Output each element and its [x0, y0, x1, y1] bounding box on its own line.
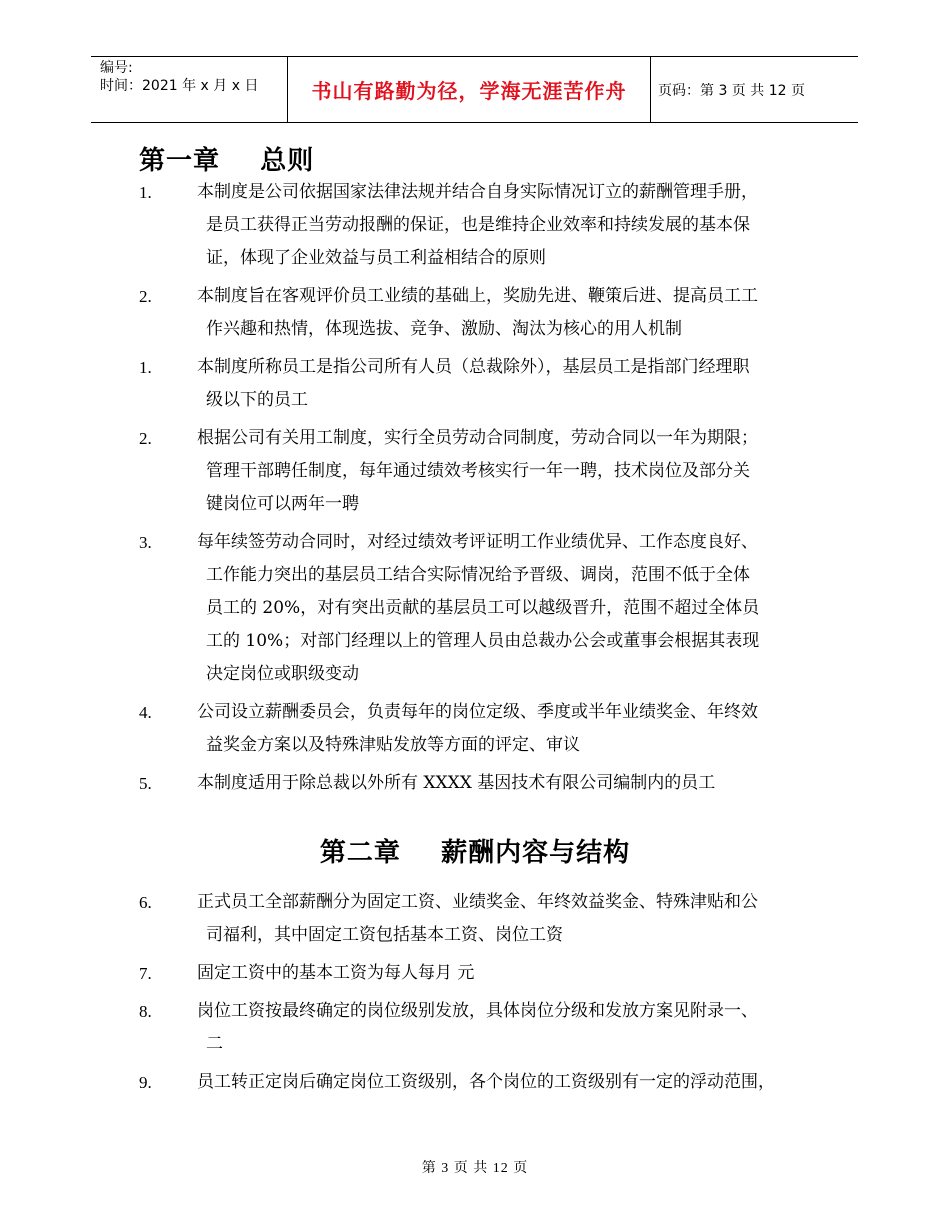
item-number: 2.: [139, 429, 152, 448]
item-text-line: 二: [206, 1034, 223, 1054]
item-text-line: 本制度是公司依据国家法律法规并结合自身实际情况订立的薪酬管理手册，: [197, 182, 758, 202]
item-text: [197, 280, 829, 346]
item-text: [197, 422, 829, 521]
header-page-info: [658, 57, 805, 122]
item-text-line: 管理干部聘任制度，每年通过绩效考核实行一年一聘，技术岗位及部分关: [206, 461, 750, 481]
item-number: 8.: [139, 1002, 152, 1021]
item-number: 1.: [139, 358, 152, 377]
item-text-line: 决定岗位或职级变动: [206, 664, 359, 684]
item-text-line: 益奖金方案以及特殊津贴发放等方面的评定、审议: [206, 735, 580, 755]
item-text-line: 员工的 20%，对有突出贡献的基层员工可以越级晋升，范围不超过全体员: [206, 598, 760, 618]
item-text: [197, 957, 829, 990]
item-text: [197, 995, 829, 1061]
item-number: 2.: [139, 287, 152, 306]
item-text: [197, 696, 829, 762]
item-text-line: 根据公司有关用工制度，实行全员劳动合同制度，劳动合同以一年为期限；: [197, 428, 758, 448]
item-text-line: 每年续签劳动合同时，对经过绩效考评证明工作业绩优异、工作态度良好、: [197, 532, 758, 552]
time-label: 时间：2021 年 x 月 x 日: [100, 78, 259, 94]
chapter-2-title: 第二章 薪酬内容与结构: [319, 838, 631, 868]
item-text-line: 是员工获得正当劳动报酬的保证，也是维持企业效率和持续发展的基本保: [206, 215, 750, 235]
item-number: 3.: [139, 533, 152, 552]
page-info: 页码：第 3 页 共 12 页: [658, 82, 805, 99]
page-header: [91, 56, 858, 123]
item-text-line: 员工转正定岗后确定岗位工资级别，各个岗位的工资级别有一定的浮动范围，: [197, 1072, 775, 1092]
item-text: [197, 526, 829, 691]
item-text-line: 岗位工资按最终确定的岗位级别发放，具体岗位分级和发放方案见附录一、: [197, 1001, 758, 1021]
item-text-line: 本制度所称员工是指公司所有人员（总裁除外），基层员工是指部门经理职: [197, 357, 750, 377]
item-text-line: 作兴趣和热情，体现选拔、竞争、激励、淘汰为核心的用人机制: [206, 319, 682, 339]
item-text: [197, 886, 829, 952]
item-text-line: 工作能力突出的基层员工结合实际情况给予晋级、调岗，范围不低于全体: [206, 565, 750, 585]
item-text: [197, 767, 829, 800]
item-number: 9.: [139, 1073, 152, 1092]
item-text-line: 键岗位可以两年一聘: [206, 494, 359, 514]
item-number: 4.: [139, 703, 152, 722]
item-text: [197, 1066, 829, 1099]
item-text-line: 级以下的员工: [206, 390, 308, 410]
item-number: 6.: [139, 893, 152, 912]
motto: 书山有路勤为径，学海无涯苦作舟: [311, 79, 627, 103]
item-text-line: 工的 10%；对部门经理以上的管理人员由总裁办公会或董事会根据其表现: [206, 631, 760, 651]
item-text: [197, 351, 829, 417]
item-text-line: 正式员工全部薪酬分为固定工资、业绩奖金、年终效益奖金、特殊津贴和公: [197, 892, 758, 912]
item-text-line: 固定工资中的基本工资为每人每月 元: [197, 963, 475, 983]
item-text-line: 公司设立薪酬委员会，负责每年的岗位定级、季度或半年业绩奖金、年终效: [197, 702, 758, 722]
item-number: 5.: [139, 774, 152, 793]
chapter-1-title: 第一章 总则: [139, 146, 315, 176]
code-label: 编号:: [100, 60, 133, 76]
item-number: 1.: [139, 183, 152, 202]
page-footer: 第 3 页 共 12 页: [421, 1161, 529, 1176]
header-meta: [100, 59, 285, 95]
item-text-line: 证，体现了企业效益与员工利益相结合的原则: [206, 248, 546, 268]
header-motto-cell: [287, 57, 651, 122]
item-number: 7.: [139, 964, 152, 983]
item-text-line: 本制度旨在客观评价员工业绩的基础上，奖励先进、鞭策后进、提高员工工: [197, 286, 758, 306]
item-text: [197, 176, 829, 275]
item-text-line: 司福利，其中固定工资包括基本工资、岗位工资: [206, 925, 563, 945]
item-text-line: 本制度适用于除总裁以外所有 XXXX 基因技术有限公司编制内的员工: [197, 773, 716, 793]
